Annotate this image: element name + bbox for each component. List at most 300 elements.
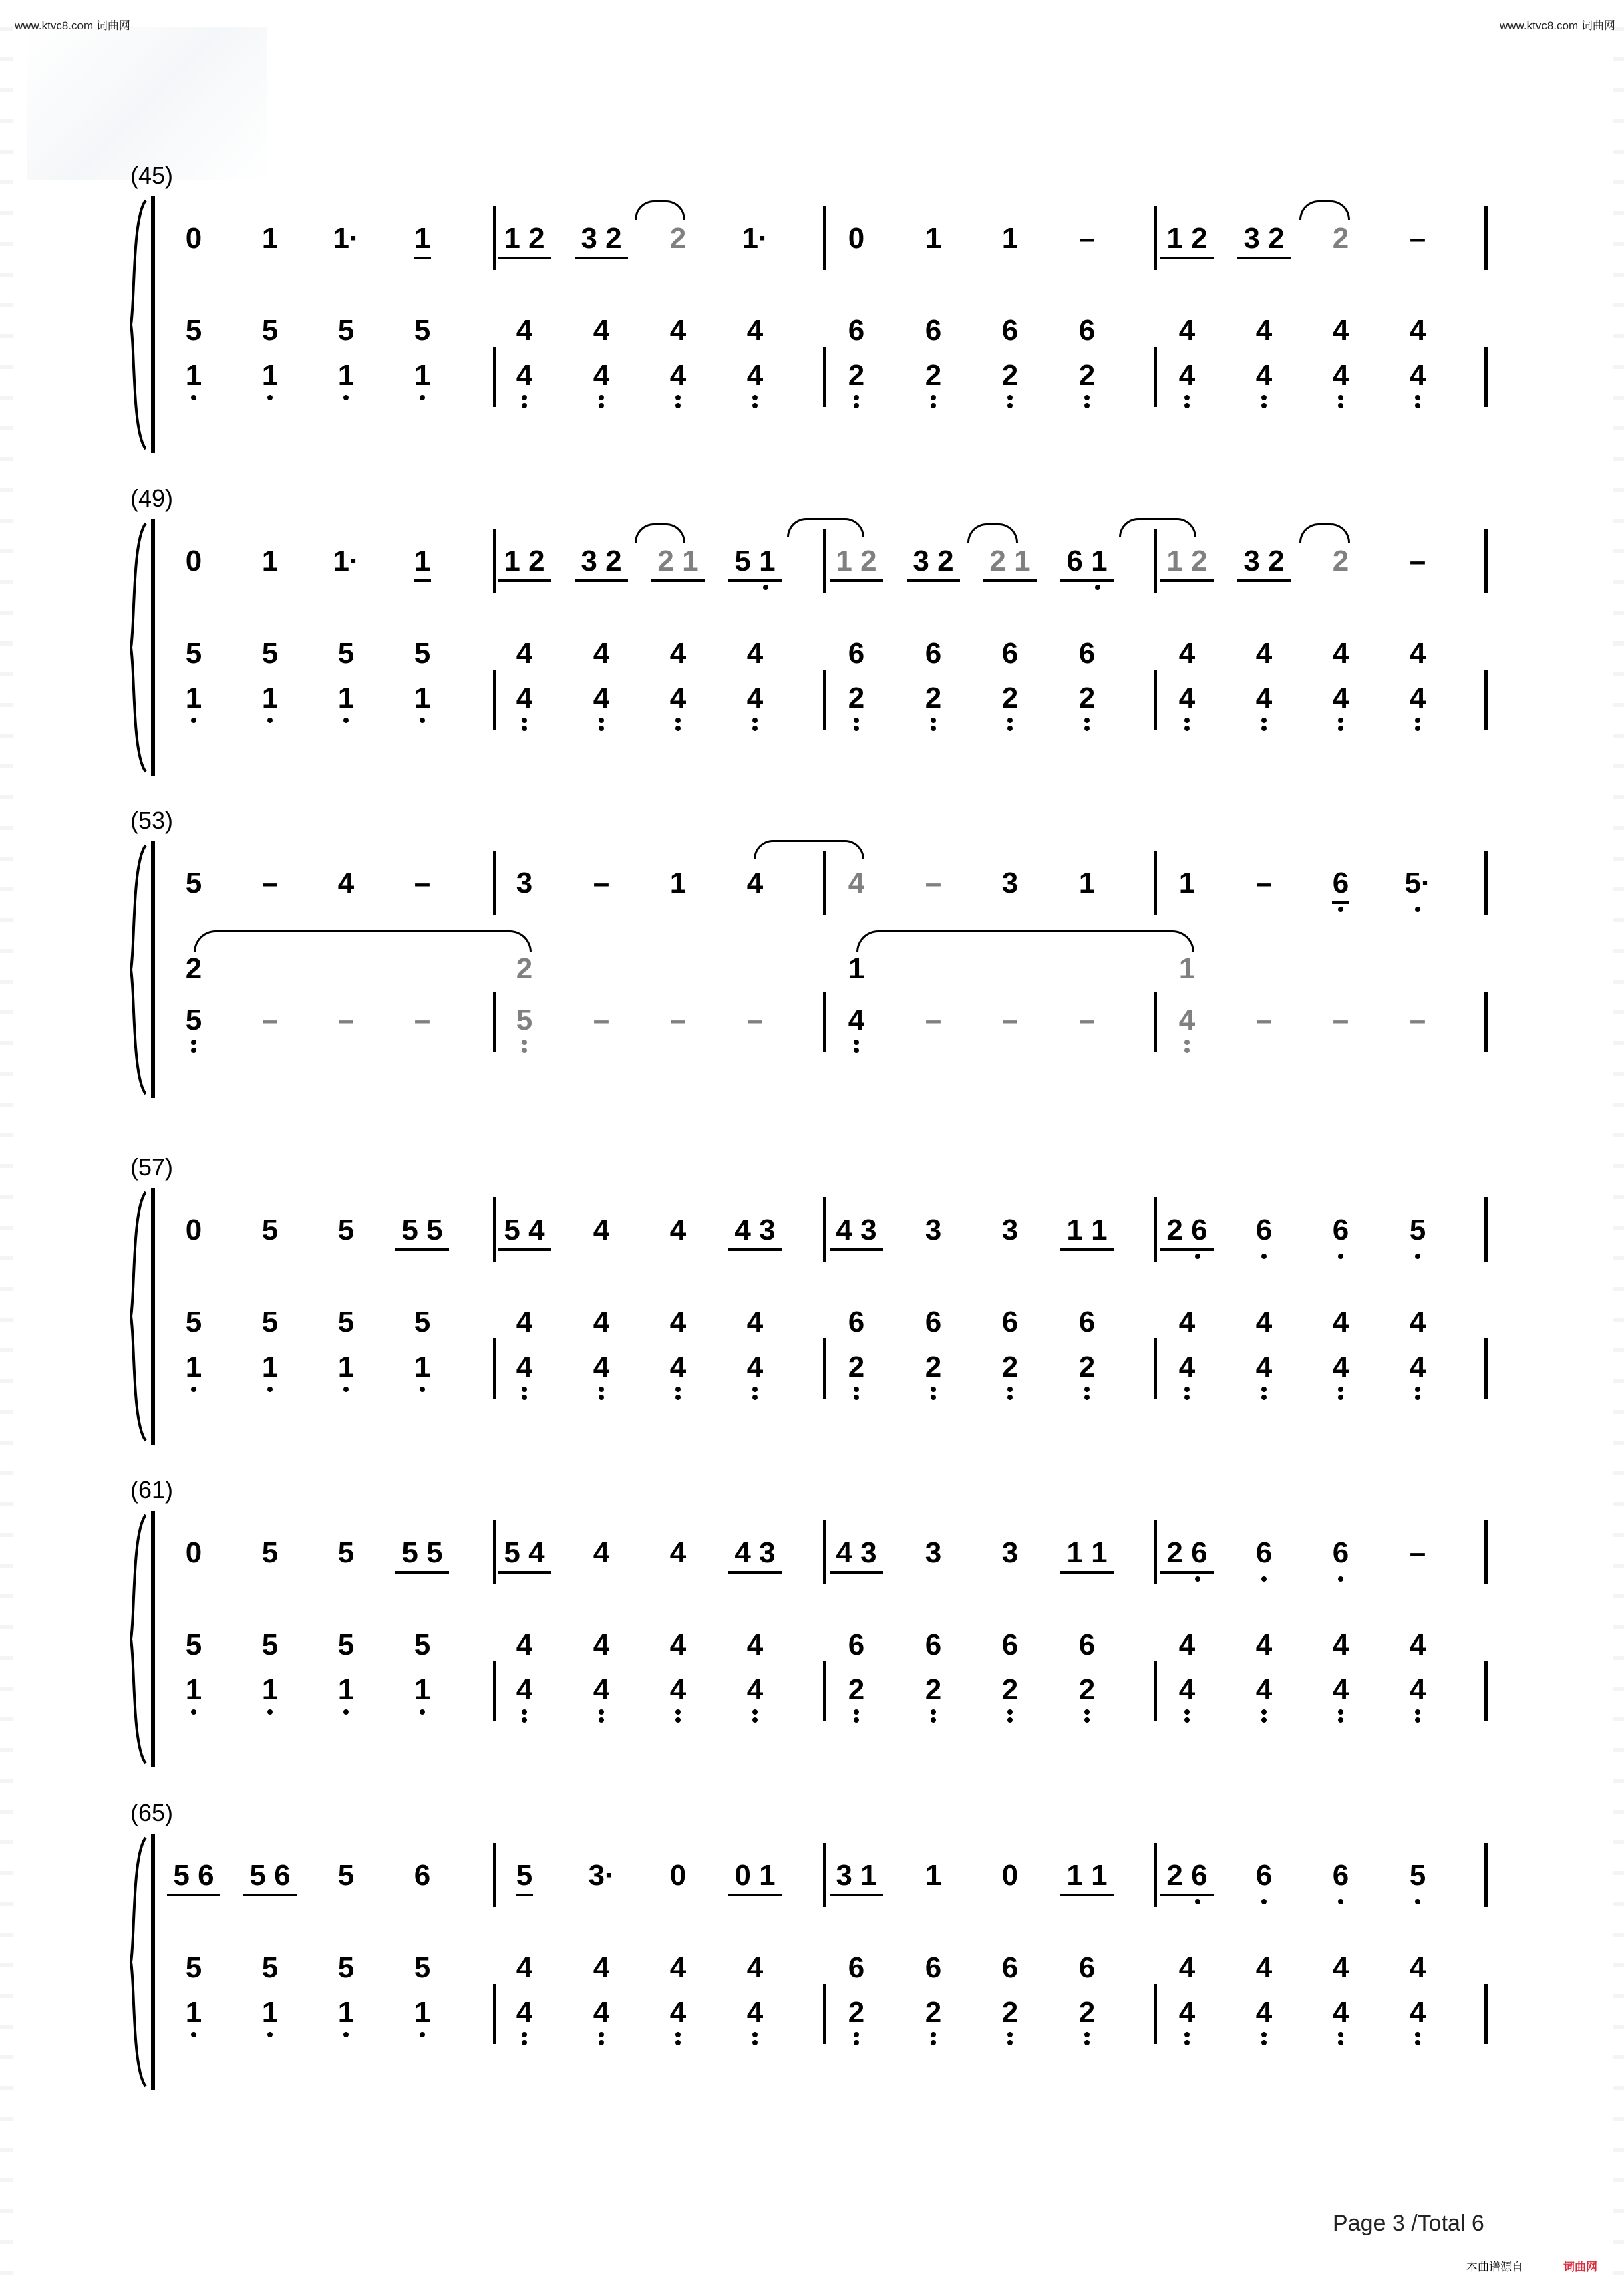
barline — [1484, 206, 1488, 270]
melody-note: 5 1 — [734, 545, 776, 577]
bass-upper-note: 4 — [516, 637, 533, 670]
low-octave-dot — [1261, 1395, 1267, 1400]
bass-upper-note: 4 — [669, 1951, 687, 1984]
eighth-note-underline — [728, 579, 782, 582]
tie-arc — [1119, 518, 1196, 537]
low-octave-dot — [1338, 2040, 1343, 2045]
melody-note: 4 — [669, 1536, 687, 1569]
low-octave-dot — [1338, 2032, 1343, 2037]
low-octave-dot — [1084, 1387, 1090, 1392]
bass-upper-note: 4 — [516, 1951, 533, 1984]
low-octave-dot — [1184, 1709, 1190, 1715]
low-octave-dot — [420, 395, 425, 400]
barline — [823, 992, 826, 1052]
low-octave-dot — [1184, 1048, 1190, 1053]
low-octave-dot — [931, 718, 936, 723]
low-octave-dot — [522, 1717, 527, 1723]
bass-upper-note: 6 — [1001, 637, 1019, 670]
bass-upper-note: 5 — [337, 1951, 355, 1984]
system-start-line — [151, 196, 155, 453]
low-octave-dot — [1338, 1387, 1343, 1392]
bass-upper-note: 5 — [337, 637, 355, 670]
low-octave-dot — [191, 1387, 196, 1392]
measure-number-label: (57) — [130, 1153, 174, 1181]
tie-arc — [194, 930, 532, 952]
score-system — [0, 1476, 1624, 1780]
bass-lower-note: 2 — [925, 359, 942, 392]
eighth-note-underline — [498, 579, 551, 582]
bass-lower-note: 1 — [185, 1996, 202, 2029]
low-octave-dot — [1084, 2032, 1090, 2037]
low-octave-dot — [1195, 1576, 1200, 1582]
low-octave-dot — [599, 726, 604, 731]
bass-lower-note: 2 — [1001, 1996, 1019, 2029]
melody-note: 5 — [1409, 1214, 1426, 1246]
melody-note: 3· — [588, 1859, 615, 1892]
melody-note: 5 5 — [401, 1536, 443, 1569]
bass-upper-note: 4 — [1409, 314, 1426, 347]
melody-note: 1 2 — [1166, 545, 1208, 577]
melody-note: 3 2 — [1243, 545, 1285, 577]
eighth-note-underline — [1237, 257, 1291, 259]
bass-upper-note: 5 — [185, 1951, 202, 1984]
bass-lower-note: – — [1078, 1004, 1096, 1036]
tie-arc — [856, 930, 1194, 952]
low-octave-dot — [1415, 403, 1420, 408]
low-octave-dot — [420, 718, 425, 723]
bass-upper-note: 5 — [337, 314, 355, 347]
bass-lower-note: 4 — [669, 1673, 687, 1706]
low-octave-dot — [1084, 2040, 1090, 2045]
low-octave-dot — [522, 1048, 527, 1053]
bass-upper-note: 5 — [185, 1628, 202, 1661]
melody-note: 6 — [1255, 1214, 1273, 1246]
bass-upper-note: 2 — [516, 952, 533, 985]
melody-note: 3 2 — [581, 222, 622, 255]
low-octave-dot — [522, 395, 527, 400]
low-octave-dot — [420, 2032, 425, 2037]
low-octave-dot — [752, 2032, 758, 2037]
melody-note: – — [1078, 222, 1096, 255]
melody-note: 5 — [185, 867, 202, 899]
barline — [493, 992, 496, 1052]
melody-note: 5 — [337, 1859, 355, 1892]
melody-note: 0 — [185, 545, 202, 577]
bass-upper-note: 4 — [1178, 637, 1196, 670]
bass-lower-note: 4 — [848, 1004, 865, 1036]
bass-lower-note: 2 — [848, 1350, 865, 1383]
bass-lower-note: 4 — [593, 1996, 610, 2029]
system-brace — [126, 1835, 152, 2089]
low-octave-dot — [599, 2032, 604, 2037]
bass-lower-note: 4 — [1255, 359, 1273, 392]
bass-upper-note: 5 — [414, 1951, 431, 1984]
system-brace — [126, 1189, 152, 1443]
bass-upper-note: 4 — [1332, 314, 1349, 347]
bass-upper-note: 4 — [1409, 637, 1426, 670]
bass-lower-note: 4 — [593, 1350, 610, 1383]
page-number: Page 3 /Total 6 — [1333, 2210, 1484, 2236]
melody-note: 1 — [925, 1859, 942, 1892]
barline — [1154, 992, 1157, 1052]
bass-upper-note: 4 — [1409, 1628, 1426, 1661]
bass-lower-note: 4 — [1409, 359, 1426, 392]
bass-upper-note: 4 — [746, 1951, 764, 1984]
bass-lower-note: 4 — [516, 1350, 533, 1383]
score-system — [0, 1799, 1624, 2103]
barline — [1484, 1984, 1488, 2044]
low-octave-dot — [1084, 1709, 1090, 1715]
low-octave-dot — [1007, 2032, 1013, 2037]
melody-note: – — [1409, 545, 1426, 577]
bass-lower-note: – — [1001, 1004, 1019, 1036]
low-octave-dot — [854, 1048, 859, 1053]
low-octave-dot — [267, 1387, 273, 1392]
low-octave-dot — [1338, 1709, 1343, 1715]
bass-lower-note: 2 — [1078, 1996, 1096, 2029]
low-octave-dot — [675, 726, 681, 731]
eighth-note-underline — [1060, 579, 1114, 582]
low-octave-dot — [1338, 395, 1343, 400]
melody-note: 6 1 — [1066, 545, 1108, 577]
low-octave-dot — [1338, 718, 1343, 723]
bass-upper-note: 4 — [1409, 1951, 1426, 1984]
melody-note: – — [925, 867, 942, 899]
eighth-note-underline — [728, 1248, 782, 1251]
bass-lower-note: 4 — [593, 1673, 610, 1706]
melody-note: 3 2 — [581, 545, 622, 577]
bass-upper-note: 5 — [414, 1306, 431, 1338]
system-brace — [126, 843, 152, 1097]
melody-note: 1 1 — [1066, 1859, 1108, 1892]
melody-note: 1 1 — [1066, 1536, 1108, 1569]
tie-arc — [635, 200, 685, 220]
bass-lower-note: 4 — [1255, 1350, 1273, 1383]
low-octave-dot — [752, 1387, 758, 1392]
bass-upper-note: 4 — [746, 314, 764, 347]
bass-lower-note: 2 — [1001, 682, 1019, 714]
bass-lower-note: – — [593, 1004, 610, 1036]
melody-note: 3 — [925, 1214, 942, 1246]
bass-lower-note: 4 — [746, 1350, 764, 1383]
melody-note: 4 3 — [734, 1214, 776, 1246]
melody-note: 4 — [593, 1536, 610, 1569]
bass-upper-note: 4 — [1178, 1628, 1196, 1661]
low-octave-dot — [1007, 718, 1013, 723]
melody-note: – — [414, 867, 431, 899]
bass-lower-note: – — [1255, 1004, 1273, 1036]
low-octave-dot — [191, 1048, 196, 1053]
melody-note: 5 — [516, 1859, 533, 1892]
low-octave-dot — [343, 1387, 349, 1392]
low-octave-dot — [1338, 1395, 1343, 1400]
low-octave-dot — [675, 1709, 681, 1715]
low-octave-dot — [854, 718, 859, 723]
bass-upper-note: 5 — [261, 637, 279, 670]
bass-upper-note: 6 — [848, 1306, 865, 1338]
low-octave-dot — [599, 718, 604, 723]
low-octave-dot — [1007, 395, 1013, 400]
bass-lower-note: 4 — [669, 682, 687, 714]
low-octave-dot — [267, 395, 273, 400]
low-octave-dot — [267, 2032, 273, 2037]
melody-note: 5 — [261, 1214, 279, 1246]
low-octave-dot — [1007, 726, 1013, 731]
low-octave-dot — [1415, 907, 1420, 912]
bass-lower-note: 1 — [185, 1673, 202, 1706]
low-octave-dot — [1184, 2032, 1190, 2037]
melody-note: 1 1 — [1066, 1214, 1108, 1246]
bass-lower-note: 1 — [414, 1996, 431, 2029]
low-octave-dot — [1261, 2032, 1267, 2037]
low-octave-dot — [522, 1709, 527, 1715]
bass-lower-note: 4 — [669, 1996, 687, 2029]
melody-note: 1· — [333, 545, 359, 577]
bass-upper-note: 4 — [516, 314, 533, 347]
bass-upper-note: 4 — [1332, 1306, 1349, 1338]
low-octave-dot — [599, 403, 604, 408]
source-label: 本曲谱源自 — [1466, 2261, 1523, 2273]
source-logo: 词曲网 — [1563, 2261, 1597, 2273]
measure-number-label: (49) — [130, 484, 174, 512]
melody-note: 5 6 — [173, 1859, 214, 1892]
barline — [1484, 347, 1488, 407]
barline — [823, 1661, 826, 1721]
barline — [1484, 1661, 1488, 1721]
bass-lower-note: 4 — [593, 359, 610, 392]
low-octave-dot — [1007, 1395, 1013, 1400]
bass-upper-note: 6 — [925, 1628, 942, 1661]
bass-upper-note: 1 — [1178, 952, 1196, 985]
melody-note: 5· — [1404, 867, 1431, 899]
bass-lower-note: 2 — [925, 1996, 942, 2029]
barline — [823, 670, 826, 730]
bass-upper-note: 6 — [1001, 1306, 1019, 1338]
bass-upper-note: 4 — [593, 1306, 610, 1338]
low-octave-dot — [1261, 718, 1267, 723]
low-octave-dot — [931, 2032, 936, 2037]
eighth-note-underline — [498, 1248, 551, 1251]
melody-note: – — [593, 867, 610, 899]
low-octave-dot — [1261, 1717, 1267, 1723]
melody-note: 6 — [1255, 1859, 1273, 1892]
low-octave-dot — [599, 2040, 604, 2045]
low-octave-dot — [343, 718, 349, 723]
melody-note: 4 3 — [734, 1536, 776, 1569]
melody-note: 4 — [593, 1214, 610, 1246]
melody-note: 6 — [1332, 1536, 1349, 1569]
bass-lower-note: 1 — [337, 1673, 355, 1706]
low-octave-dot — [343, 2032, 349, 2037]
melody-note: – — [1409, 222, 1426, 255]
eighth-note-underline — [243, 1894, 297, 1896]
bass-upper-note: 5 — [185, 314, 202, 347]
melody-note: 2 1 — [989, 545, 1031, 577]
low-octave-dot — [1338, 1899, 1343, 1904]
melody-note: 5 — [337, 1214, 355, 1246]
measure-number-label: (65) — [130, 1799, 174, 1826]
bass-upper-note: 6 — [1001, 314, 1019, 347]
melody-note: 4 3 — [836, 1536, 877, 1569]
low-octave-dot — [1338, 1717, 1343, 1723]
barline — [1484, 1520, 1488, 1584]
eighth-note-underline — [983, 579, 1037, 582]
eighth-note-underline — [167, 1894, 220, 1896]
low-octave-dot — [1007, 403, 1013, 408]
bass-lower-note: 4 — [1332, 1996, 1349, 2029]
system-brace — [126, 198, 152, 452]
header-left-text: www.ktvc8.com 词曲网 — [15, 19, 130, 32]
bass-upper-note: 5 — [185, 1306, 202, 1338]
low-octave-dot — [522, 2032, 527, 2037]
bass-upper-note: 4 — [593, 637, 610, 670]
low-octave-dot — [1184, 395, 1190, 400]
melody-note: 2 6 — [1166, 1859, 1208, 1892]
low-octave-dot — [1415, 2032, 1420, 2037]
bass-upper-note: 4 — [593, 314, 610, 347]
bass-upper-note: 6 — [1078, 314, 1096, 347]
bass-lower-note: 4 — [1178, 1004, 1196, 1036]
melody-note: 2 — [1332, 222, 1349, 255]
bass-lower-note: 2 — [848, 359, 865, 392]
low-octave-dot — [931, 395, 936, 400]
bass-upper-note: 4 — [669, 1628, 687, 1661]
system-start-line — [151, 519, 155, 776]
barline — [493, 670, 496, 730]
low-octave-dot — [1261, 1387, 1267, 1392]
bass-upper-note: 6 — [1078, 1306, 1096, 1338]
system-start-line — [151, 1188, 155, 1445]
bass-upper-note: 6 — [925, 314, 942, 347]
bass-lower-note: 4 — [746, 682, 764, 714]
bass-upper-note: 4 — [1178, 314, 1196, 347]
tie-arc — [754, 840, 864, 859]
low-octave-dot — [1261, 1254, 1267, 1259]
bass-lower-note: 4 — [669, 1350, 687, 1383]
system-start-line — [151, 841, 155, 1098]
melody-note: 6 — [1332, 867, 1349, 899]
low-octave-dot — [854, 403, 859, 408]
low-octave-dot — [1415, 1709, 1420, 1715]
bass-upper-note: 5 — [414, 314, 431, 347]
bass-lower-note: 1 — [261, 1996, 279, 2029]
measure-number-label: (61) — [130, 1476, 174, 1504]
low-octave-dot — [1338, 403, 1343, 408]
eighth-note-underline — [1237, 579, 1291, 582]
eighth-note-underline — [830, 1894, 883, 1896]
bass-lower-note: 1 — [414, 1673, 431, 1706]
melody-note: 3 2 — [913, 545, 954, 577]
bass-upper-note: 6 — [848, 1951, 865, 1984]
low-octave-dot — [1184, 1395, 1190, 1400]
melody-note: 0 — [848, 222, 865, 255]
melody-note: 5 — [261, 1536, 279, 1569]
bass-upper-note: 4 — [593, 1628, 610, 1661]
bass-upper-note: 6 — [848, 637, 865, 670]
bass-lower-note: 4 — [1332, 682, 1349, 714]
bass-lower-note: 2 — [848, 1673, 865, 1706]
low-octave-dot — [1007, 1717, 1013, 1723]
system-brace — [126, 521, 152, 774]
bass-upper-note: 6 — [1078, 1951, 1096, 1984]
low-octave-dot — [854, 1040, 859, 1045]
bass-lower-note: 1 — [337, 1350, 355, 1383]
barline — [1484, 992, 1488, 1052]
eighth-note-underline — [1060, 1248, 1114, 1251]
bass-lower-note: 4 — [516, 359, 533, 392]
melody-note: 1 2 — [504, 222, 545, 255]
bass-lower-note: 4 — [1178, 682, 1196, 714]
melody-note: 1· — [333, 222, 359, 255]
bass-upper-note: 1 — [848, 952, 865, 985]
barline — [823, 1984, 826, 2044]
melody-note: – — [1255, 867, 1273, 899]
low-octave-dot — [1184, 1387, 1190, 1392]
melody-note: 4 — [746, 867, 764, 899]
low-octave-dot — [1084, 395, 1090, 400]
low-octave-dot — [599, 1387, 604, 1392]
bass-lower-note: 4 — [1255, 682, 1273, 714]
bass-lower-note: 1 — [414, 682, 431, 714]
score-system — [0, 484, 1624, 789]
bass-upper-note: 5 — [261, 314, 279, 347]
low-octave-dot — [1261, 403, 1267, 408]
bass-lower-note: 4 — [1178, 1996, 1196, 2029]
eighth-note-underline — [414, 257, 431, 259]
bass-upper-note: 4 — [1178, 1306, 1196, 1338]
bass-lower-note: 4 — [1409, 1996, 1426, 2029]
melody-note: 1 — [414, 222, 431, 255]
low-octave-dot — [1184, 726, 1190, 731]
low-octave-dot — [522, 1387, 527, 1392]
melody-note: 3 — [1001, 1536, 1019, 1569]
bass-upper-note: 6 — [1078, 1628, 1096, 1661]
low-octave-dot — [599, 1709, 604, 1715]
melody-note: 2 6 — [1166, 1214, 1208, 1246]
bass-lower-note: – — [414, 1004, 431, 1036]
bass-upper-note: 5 — [261, 1951, 279, 1984]
bass-upper-note: 6 — [1001, 1951, 1019, 1984]
bass-lower-note: 4 — [516, 1996, 533, 2029]
bass-lower-note: – — [337, 1004, 355, 1036]
low-octave-dot — [1261, 1709, 1267, 1715]
melody-note: 4 — [669, 1214, 687, 1246]
melody-note: 0 — [1001, 1859, 1019, 1892]
low-octave-dot — [763, 585, 768, 590]
barline — [823, 347, 826, 407]
eighth-note-underline — [830, 1571, 883, 1574]
low-octave-dot — [1415, 2040, 1420, 2045]
bass-lower-note: 2 — [1001, 359, 1019, 392]
low-octave-dot — [1195, 1254, 1200, 1259]
barline — [493, 1984, 496, 2044]
bass-upper-note: 4 — [1255, 314, 1273, 347]
low-octave-dot — [599, 1395, 604, 1400]
eighth-note-underline — [1332, 901, 1349, 904]
melody-note: 2 — [669, 222, 687, 255]
barline — [1154, 670, 1157, 730]
eighth-note-underline — [728, 1571, 782, 1574]
bass-lower-note: 4 — [669, 359, 687, 392]
low-octave-dot — [1415, 726, 1420, 731]
bass-upper-note: 4 — [669, 1306, 687, 1338]
low-octave-dot — [267, 718, 273, 723]
low-octave-dot — [752, 395, 758, 400]
low-octave-dot — [1261, 2040, 1267, 2045]
tie-arc — [1299, 200, 1350, 220]
bass-lower-note: 4 — [1255, 1996, 1273, 2029]
low-octave-dot — [1415, 1899, 1420, 1904]
